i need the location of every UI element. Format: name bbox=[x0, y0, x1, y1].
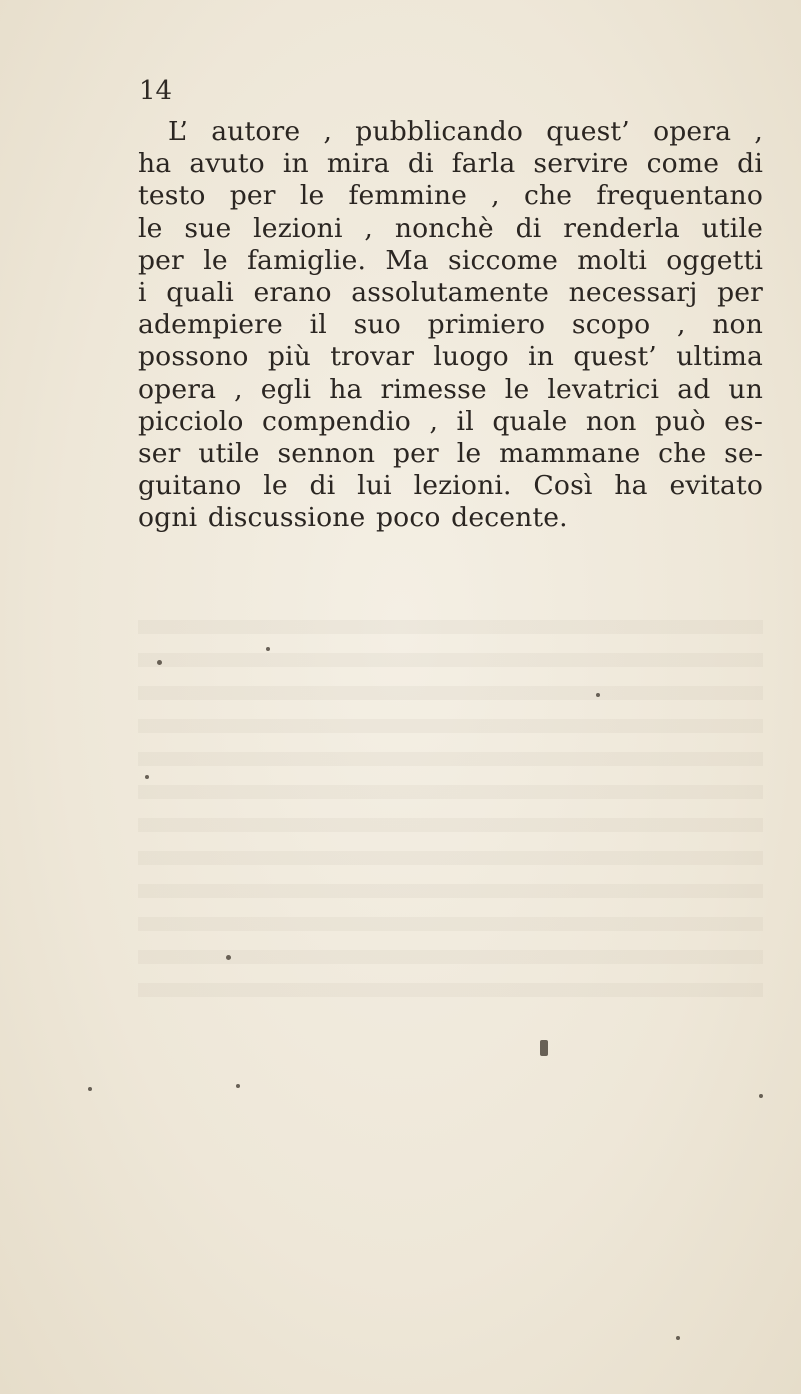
text-line: ha avuto in mira di farla servire come di bbox=[138, 148, 763, 180]
text-line: picciolo compendio , il quale non può es- bbox=[138, 405, 763, 437]
ink-speck bbox=[759, 1094, 763, 1098]
ink-speck bbox=[226, 955, 231, 960]
ink-speck bbox=[157, 660, 162, 665]
text-line: opera , egli ha rimesse le levatrici ad un bbox=[138, 373, 763, 405]
text-line: i quali erano assolutamente necessarj per bbox=[138, 276, 763, 308]
page-number: 14 bbox=[139, 76, 173, 106]
text-line: guitano le di lui lezioni. Così ha evitato bbox=[138, 470, 763, 502]
text-line: testo per le femmine , che frequentano bbox=[138, 180, 763, 212]
text-line: L’ autore , pubblicando quest’ opera , bbox=[168, 116, 763, 147]
text-line: per le famiglie. Ma siccome molti oggetti bbox=[138, 244, 763, 276]
text-line: ogni discussione poco decente. bbox=[138, 502, 568, 534]
ink-speck bbox=[266, 647, 270, 651]
body-text bbox=[138, 116, 763, 534]
text-line: possono più trovar luogo in quest’ ultima bbox=[138, 341, 763, 373]
ink-speck bbox=[145, 775, 149, 779]
ink-speck bbox=[540, 1040, 548, 1056]
text-line: ser utile sennon per le mammane che se- bbox=[138, 437, 763, 469]
ink-speck bbox=[88, 1087, 92, 1091]
text-line: le sue lezioni , nonchè di renderla utile bbox=[138, 212, 763, 244]
bleed-through-area bbox=[138, 620, 763, 1000]
ink-speck bbox=[596, 693, 600, 697]
ink-speck bbox=[236, 1084, 240, 1088]
text-line: adempiere il suo primiero scopo , non bbox=[138, 309, 763, 341]
ink-speck bbox=[676, 1336, 680, 1340]
